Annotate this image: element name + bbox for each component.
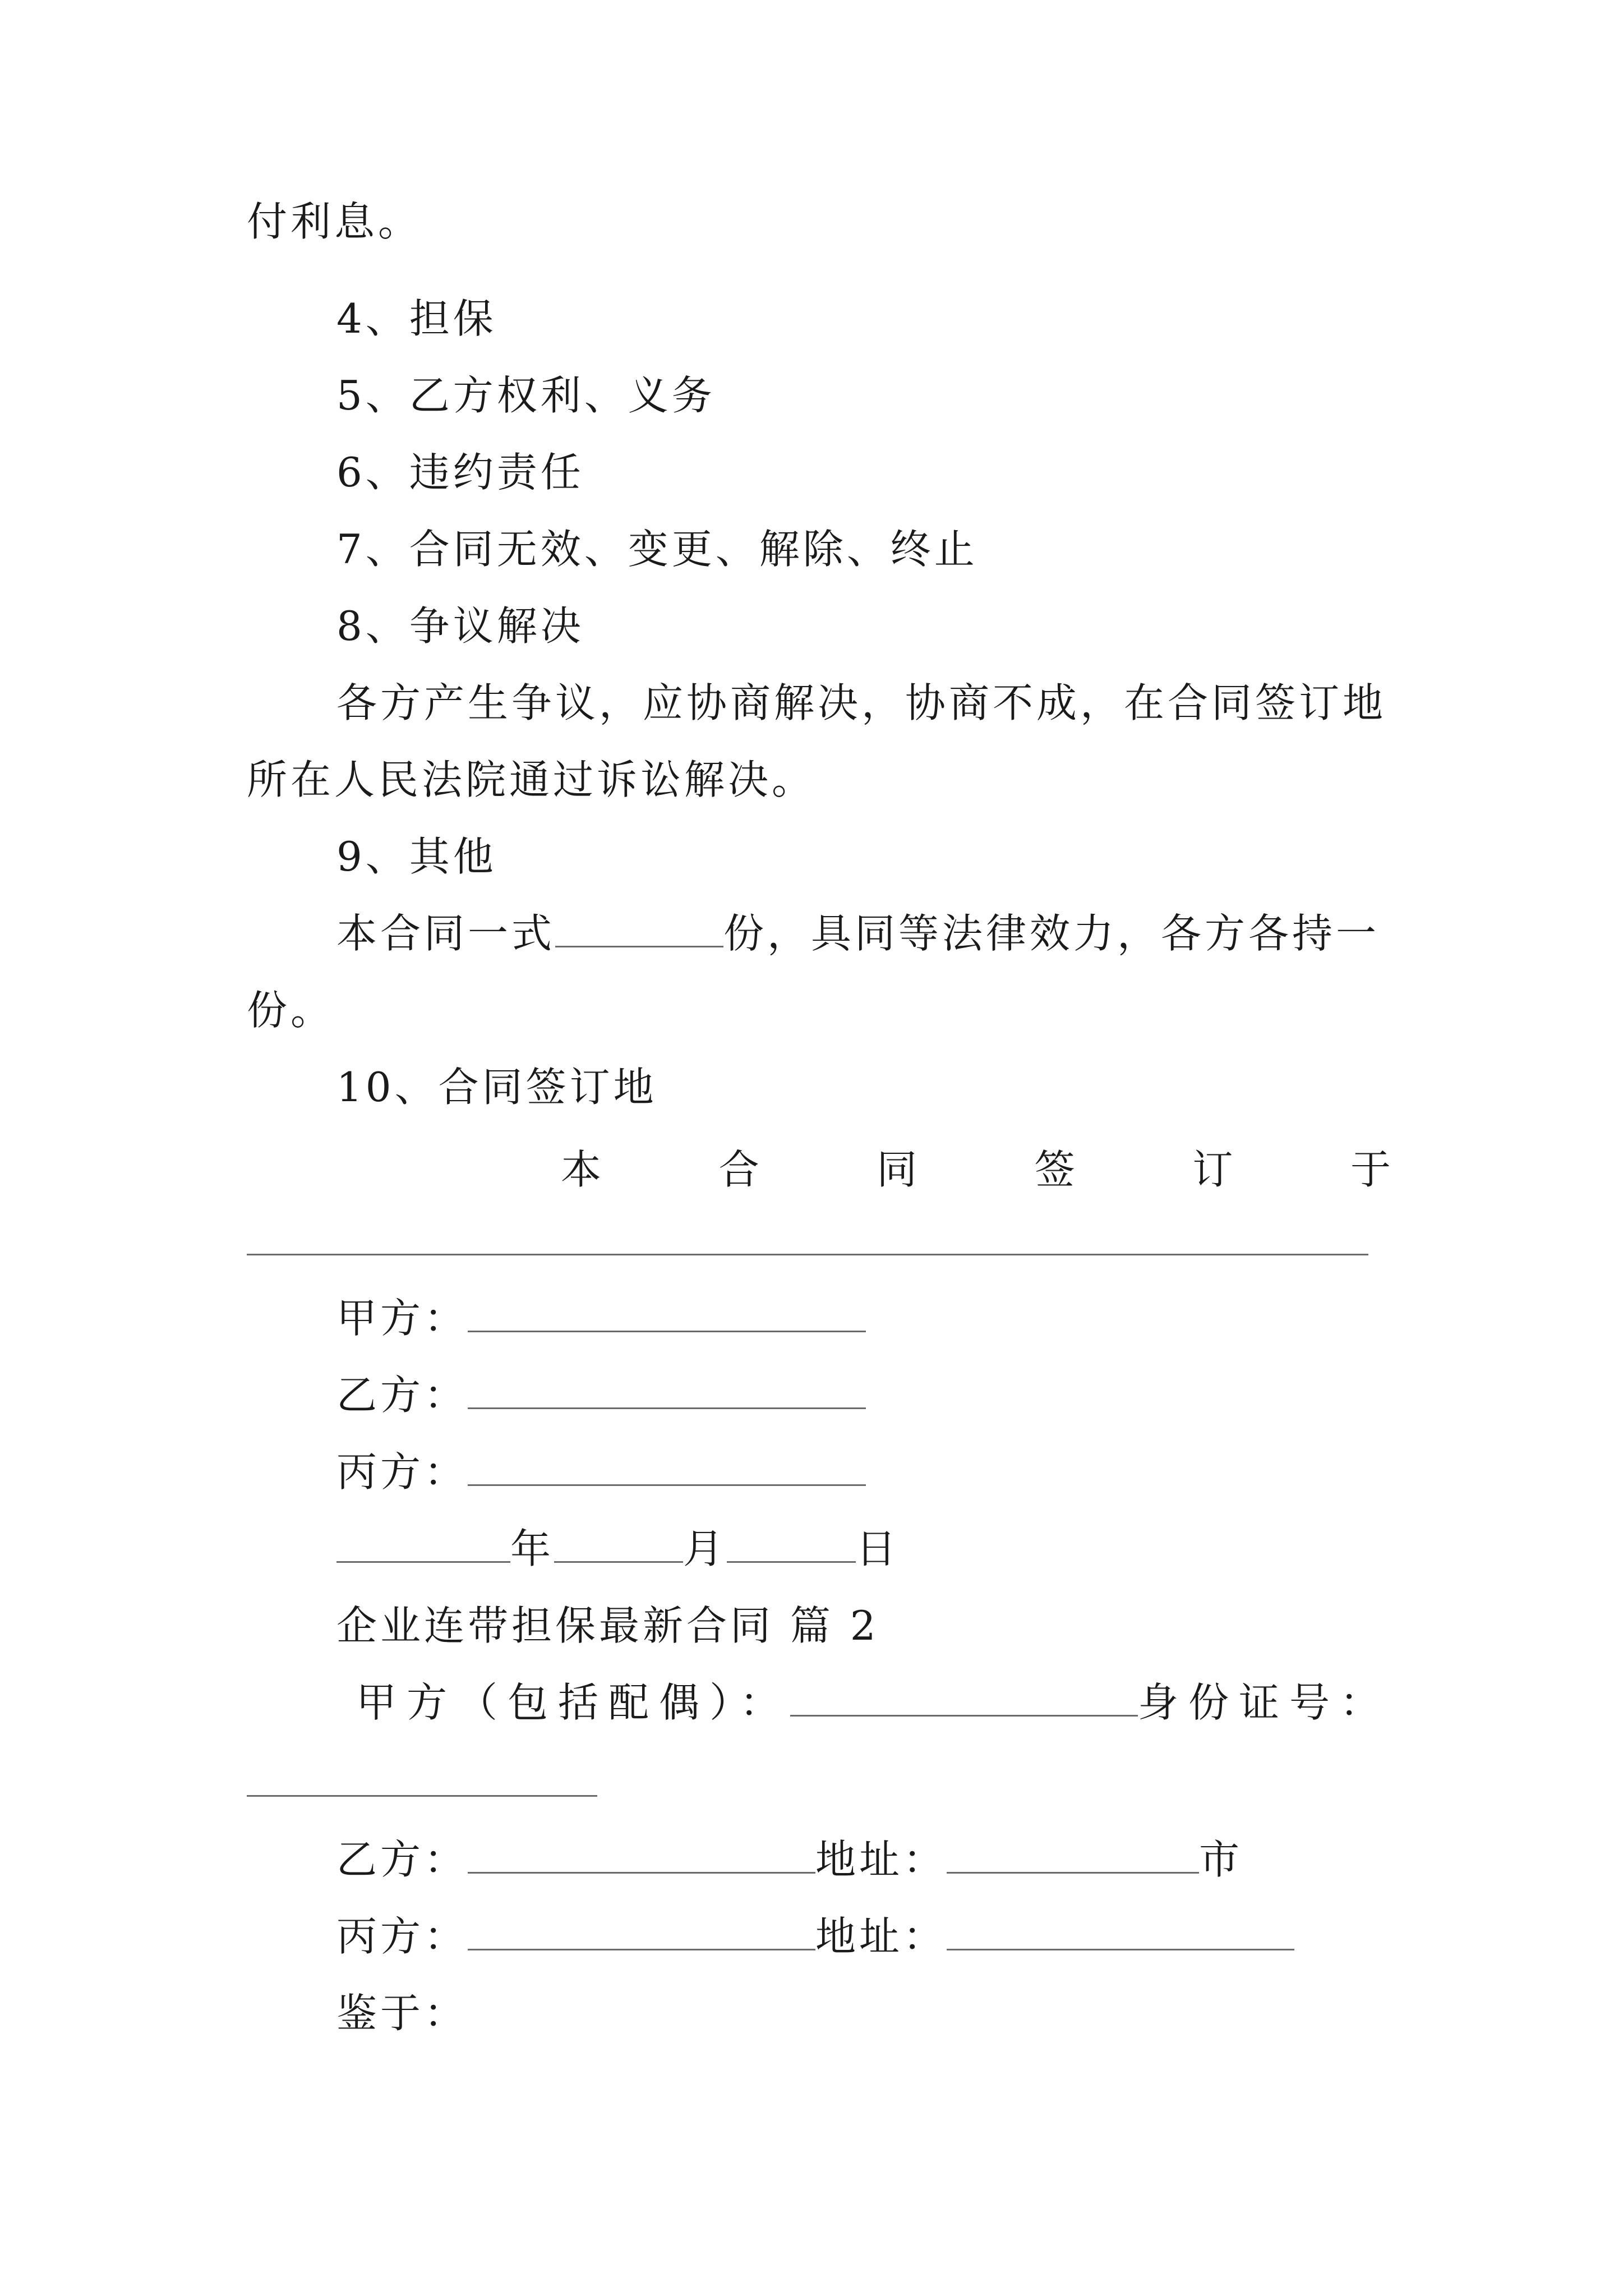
party-c-blank[interactable] [468, 1452, 866, 1486]
dispute-text-line-2: 所在人民法院通过诉讼解决。 [247, 756, 816, 803]
section-heading-liability: 6、违约责任 [336, 449, 584, 496]
p2-party-b-blank[interactable] [468, 1839, 815, 1874]
p2-party-c-blank[interactable] [468, 1916, 815, 1950]
copies-clause [336, 908, 1380, 959]
signed-at-char: 同 [877, 1146, 917, 1193]
signature-party-b [336, 1370, 866, 1420]
copies-suffix: 份，具同等法律效力，各方各持一 [723, 910, 1380, 957]
copies-clause-tail: 份。 [247, 987, 335, 1034]
paragraph-intro-tail: 付利息。 [247, 198, 422, 245]
p2-party-c-line [336, 1911, 1294, 1962]
p2-id-label: 身份证号： [1138, 1679, 1391, 1726]
signature-party-c [336, 1447, 866, 1497]
section-heading-other: 9、其他 [336, 833, 497, 880]
copies-prefix: 本合同一式 [336, 910, 556, 957]
p2-address-c-label: 地址： [815, 1913, 947, 1960]
p2-address-blank[interactable] [947, 1839, 1199, 1874]
p2-address-label: 地址： [815, 1836, 947, 1883]
p2-party-a-label: 甲方（包括配偶）： [356, 1679, 791, 1726]
signed-at-char: 本 [561, 1146, 602, 1193]
day-label: 日 [856, 1525, 900, 1572]
p2-party-a-blank[interactable] [790, 1682, 1138, 1717]
p2-party-b-label: 乙方： [336, 1836, 468, 1883]
p2-address-c-blank[interactable] [947, 1916, 1294, 1950]
contract-title-2: 企业连带担保最新合同 篇 2 [336, 1602, 879, 1649]
party-c-label: 丙方： [336, 1448, 468, 1496]
section-heading-rights: 5、乙方权利、义务 [336, 372, 716, 419]
signed-at-char: 合 [718, 1146, 759, 1193]
p2-id-number-blank[interactable] [247, 1795, 597, 1797]
party-b-label: 乙方： [336, 1372, 468, 1419]
party-b-blank[interactable] [468, 1375, 866, 1409]
section-heading-guarantee: 4、担保 [336, 295, 497, 342]
p2-city-label: 市 [1199, 1836, 1243, 1883]
section-heading-termination: 7、合同无效、变更、解除、终止 [336, 526, 978, 573]
signed-at-char: 于 [1350, 1146, 1391, 1193]
year-label: 年 [510, 1525, 555, 1572]
year-blank[interactable] [336, 1529, 510, 1563]
signing-date [336, 1524, 900, 1574]
signature-party-a [336, 1293, 866, 1343]
p2-party-c-label: 丙方： [336, 1913, 468, 1960]
p2-party-b-line [336, 1834, 1243, 1885]
signed-at-char: 签 [1034, 1146, 1075, 1193]
p2-party-a-line [356, 1677, 1390, 1728]
party-a-blank[interactable] [468, 1298, 866, 1332]
section-heading-signing-place: 10、合同签订地 [336, 1064, 657, 1111]
signed-at-line [561, 1144, 1391, 1195]
signed-at-char: 订 [1192, 1146, 1233, 1193]
party-a-label: 甲方： [336, 1295, 468, 1342]
month-label: 月 [683, 1525, 727, 1572]
signing-place-blank[interactable] [247, 1254, 1368, 1255]
section-heading-dispute: 8、争议解决 [336, 602, 584, 650]
day-blank[interactable] [727, 1529, 856, 1563]
copies-count-blank[interactable] [555, 913, 723, 947]
p2-whereas: 鉴于： [336, 1990, 468, 2037]
month-blank[interactable] [554, 1529, 683, 1563]
dispute-text-line-1: 各方产生争议，应协商解决，协商不成，在合同签订地 [336, 679, 1387, 726]
